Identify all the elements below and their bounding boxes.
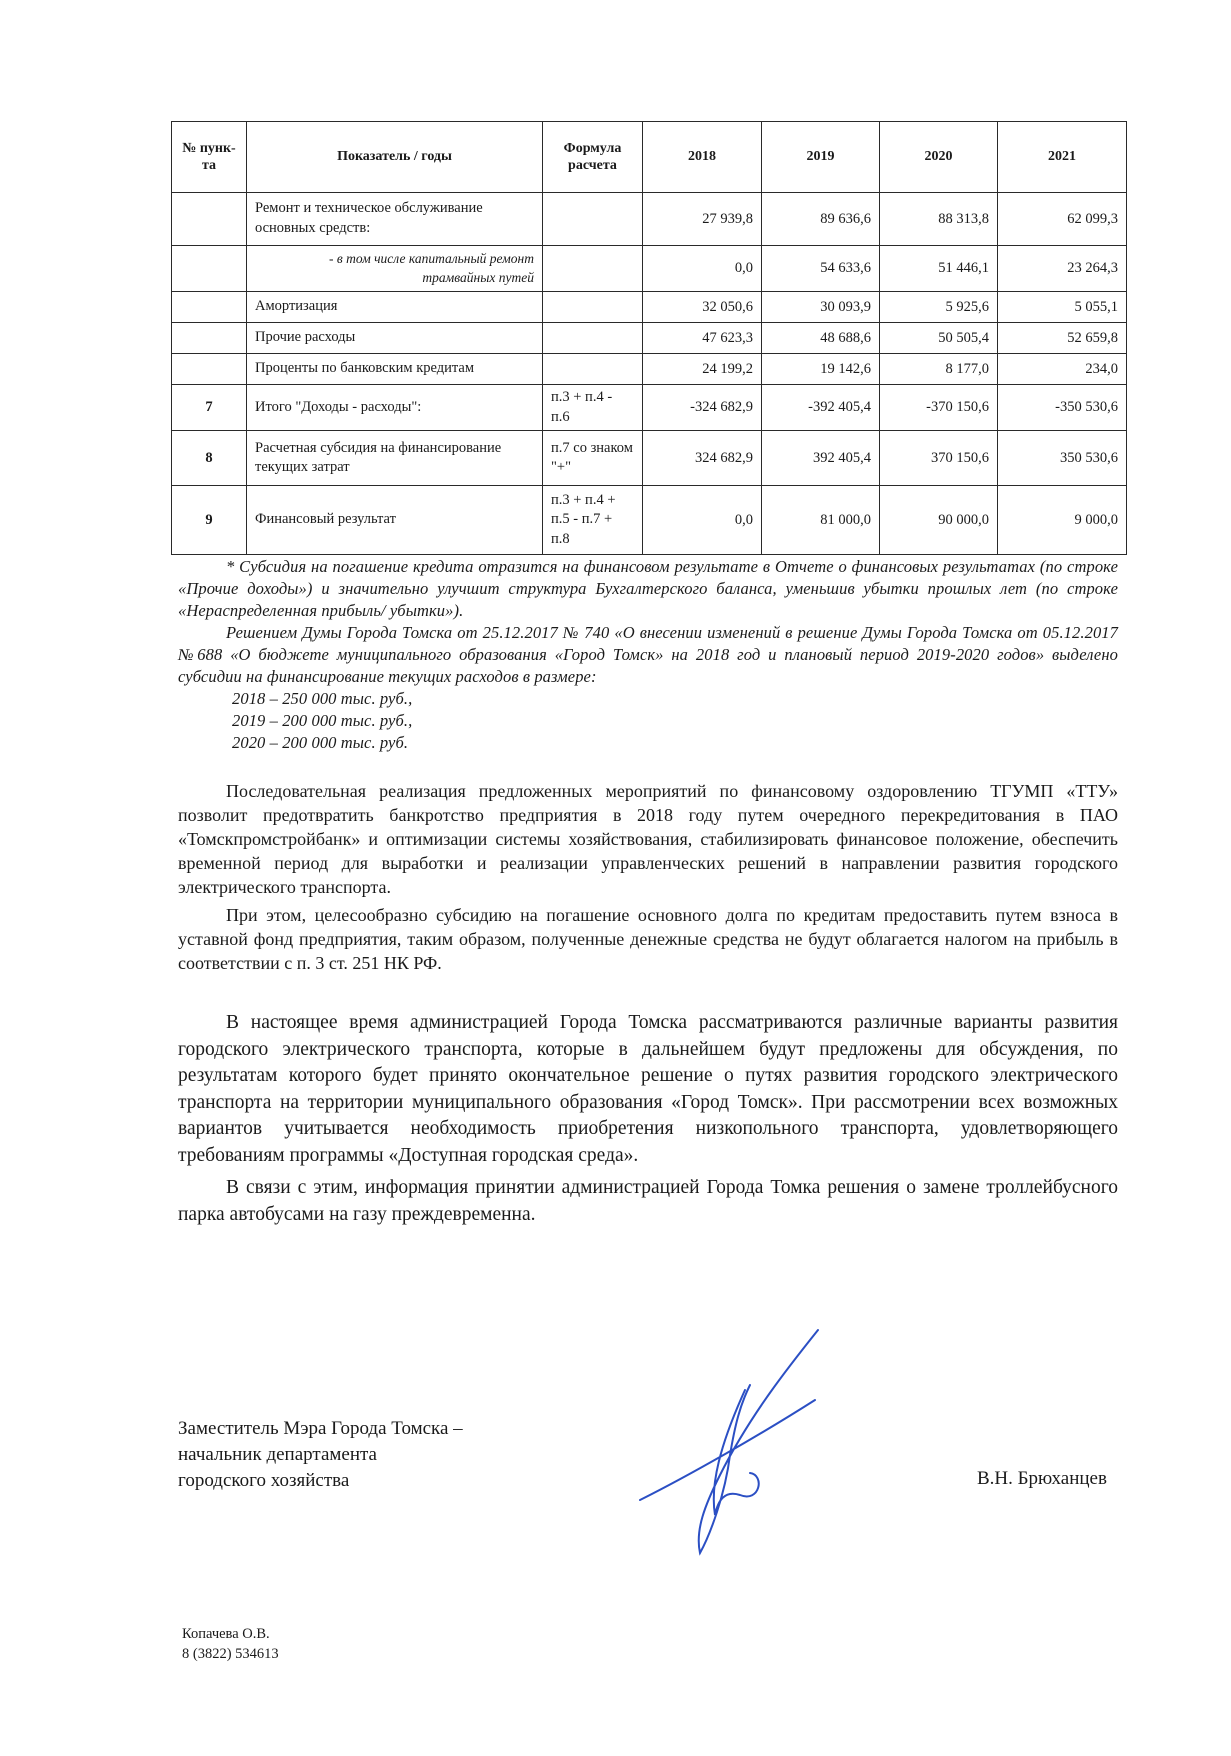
- value-2018: 0,0: [643, 246, 762, 292]
- header-2021: 2021: [998, 122, 1127, 193]
- table-row: [172, 354, 1127, 385]
- value-2019: 89 636,6: [762, 193, 880, 246]
- row-formula: [543, 354, 643, 385]
- row-label: Ремонт и техническое обслуживание основных средств:: [247, 193, 543, 246]
- value-2018: 47 623,3: [643, 323, 762, 354]
- executor-name: Копачева О.В.: [182, 1626, 270, 1642]
- header-2020: 2020: [880, 122, 998, 193]
- value-2019: -392 405,4: [762, 385, 880, 431]
- row-formula: п.3 + п.4 + п.5 - п.7 + п.8: [543, 486, 643, 555]
- header-formula: Формула расчета: [543, 122, 643, 193]
- row-formula: [543, 323, 643, 354]
- closing-paragraphs: [178, 1010, 1118, 1228]
- row-label: Прочие расходы: [247, 323, 543, 354]
- row-number: [172, 354, 247, 385]
- handwritten-signature-icon: [600, 1325, 850, 1565]
- row-formula: п.3 + п.4 - п.6: [543, 385, 643, 431]
- subsidy-2019: 2019 – 200 000 тыс. руб.,: [232, 711, 413, 730]
- value-2018: 24 199,2: [643, 354, 762, 385]
- value-2020: 51 446,1: [880, 246, 998, 292]
- header-number: № пунк-та: [172, 122, 247, 193]
- contact-block: [182, 1624, 279, 1664]
- signer-name: В.Н. Брюханцев: [977, 1468, 1107, 1489]
- header-2018: 2018: [643, 122, 762, 193]
- position-line-2: начальник департамента: [178, 1444, 377, 1465]
- value-2018: 324 682,9: [643, 431, 762, 486]
- value-2021: 9 000,0: [998, 486, 1127, 555]
- paragraph-recovery: Последовательная реализация предложенных мероприятий по финансовому оздоровлению ТГУМП «ТТУ» позволит предотвратить банкротство предприятия в 2018 году путем очередного перекредитования в ПАО «Томскпромстройбанк» и оптимизации системы хозяйствования, стабилизировать финансовое положение, обеспечить временной период для выработки и реализации управленческих решений в направлении развития городского электрического транспорта.: [178, 781, 1118, 897]
- table-row: [172, 193, 1127, 246]
- table-row: [172, 246, 1127, 292]
- table-row: [172, 431, 1127, 486]
- value-2020: 50 505,4: [880, 323, 998, 354]
- value-2021: -350 530,6: [998, 385, 1127, 431]
- value-2019: 54 633,6: [762, 246, 880, 292]
- row-label: Финансовый результат: [247, 486, 543, 555]
- row-number: 7: [172, 385, 247, 431]
- value-2020: 8 177,0: [880, 354, 998, 385]
- row-label: Проценты по банковским кредитам: [247, 354, 543, 385]
- table-row: [172, 292, 1127, 323]
- paragraph-options: В настоящее время администрацией Города Томска рассматриваются различные варианты развития городского электрического транспорта, которые в дальнейшем будут предложены для обсуждения, по результатам которого будет принято окончательное решение о путях развития городского электрического транспорта на территории муниципального образования «Город Томск». При рассмотрении всех возможных вариантов учитывается необходимость приобретения низкопольного транспорта, удовлетворяющего требованиям программы «Доступная городская среда».: [178, 1012, 1118, 1166]
- position-line-3: городского хозяйства: [178, 1470, 350, 1491]
- value-2019: 48 688,6: [762, 323, 880, 354]
- value-2020: -370 150,6: [880, 385, 998, 431]
- row-number: [172, 323, 247, 354]
- row-formula: п.7 со знаком "+": [543, 431, 643, 486]
- value-2020: 5 925,6: [880, 292, 998, 323]
- paragraph-conclusion: В связи с этим, информация принятии администрацией Города Томка решения о замене троллейбусного парка автобусами на газу преждевременна.: [178, 1177, 1118, 1225]
- row-number: [172, 246, 247, 292]
- table-header-row: [172, 122, 1127, 193]
- position-line-1: Заместитель Мэра Города Томска –: [178, 1418, 463, 1439]
- value-2019: 30 093,9: [762, 292, 880, 323]
- value-2020: 90 000,0: [880, 486, 998, 555]
- row-number: [172, 292, 247, 323]
- duma-decision-text: Решением Думы Города Томска от 25.12.2017 № 740 «О внесении изменений в решение Думы Города Томска от 05.12.2017 №688 «О бюджете муниципального образования «Город Томск» на 2018 год и плановый период 2019-2020 годов» выделено субсидии на финансирование текущих расходов в размере:: [178, 623, 1118, 686]
- row-formula: [543, 292, 643, 323]
- row-number: 9: [172, 486, 247, 555]
- paragraph-subsidy: При этом, целесообразно субсидию на погашение основного долга по кредитам предоставить путем взноса в уставной фонд предприятия, таким образом, полученные денежные средства не будут облагается налогом на прибыль в соответствии с п. 3 ст. 251 НК РФ.: [178, 905, 1118, 973]
- row-formula: [543, 246, 643, 292]
- row-number: 8: [172, 431, 247, 486]
- value-2021: 234,0: [998, 354, 1127, 385]
- row-label: Амортизация: [247, 292, 543, 323]
- row-label: Итого "Доходы - расходы":: [247, 385, 543, 431]
- table-row: [172, 385, 1127, 431]
- value-2021: 52 659,8: [998, 323, 1127, 354]
- value-2020: 370 150,6: [880, 431, 998, 486]
- value-2018: 0,0: [643, 486, 762, 555]
- row-number: [172, 193, 247, 246]
- header-2019: 2019: [762, 122, 880, 193]
- value-2021: 62 099,3: [998, 193, 1127, 246]
- row-label: Расчетная субсидия на финансирование текущих затрат: [247, 431, 543, 486]
- executor-phone: 8 (3822) 534613: [182, 1646, 279, 1662]
- value-2019: 392 405,4: [762, 431, 880, 486]
- financial-table-container: [171, 121, 1126, 555]
- value-2019: 81 000,0: [762, 486, 880, 555]
- main-paragraphs: [178, 779, 1118, 975]
- value-2018: 27 939,8: [643, 193, 762, 246]
- footnote-block: [178, 556, 1118, 754]
- table-row: [172, 323, 1127, 354]
- footnote-text: * Субсидия на погашение кредита отразится на финансовом результате в Отчете о финансовых результатах (по строке «Прочие доходы») и значительно улучшит структура Бухгалтерского баланса, уменьшив убытки прошлых лет (по строке «Нераспределенная прибыль/ убытки»).: [178, 557, 1118, 620]
- value-2018: 32 050,6: [643, 292, 762, 323]
- subsidy-2020: 2020 – 200 000 тыс. руб.: [232, 733, 409, 752]
- signer-position: [178, 1416, 463, 1494]
- subsidy-2018: 2018 – 250 000 тыс. руб.,: [232, 689, 413, 708]
- value-2021: 23 264,3: [998, 246, 1127, 292]
- financial-table: [171, 121, 1127, 555]
- table-row: [172, 486, 1127, 555]
- value-2020: 88 313,8: [880, 193, 998, 246]
- value-2021: 5 055,1: [998, 292, 1127, 323]
- row-label: - в том числе капитальный ремонт трамвайных путей: [247, 246, 543, 292]
- value-2019: 19 142,6: [762, 354, 880, 385]
- value-2021: 350 530,6: [998, 431, 1127, 486]
- header-indicator: Показатель / годы: [247, 122, 543, 193]
- value-2018: -324 682,9: [643, 385, 762, 431]
- row-formula: [543, 193, 643, 246]
